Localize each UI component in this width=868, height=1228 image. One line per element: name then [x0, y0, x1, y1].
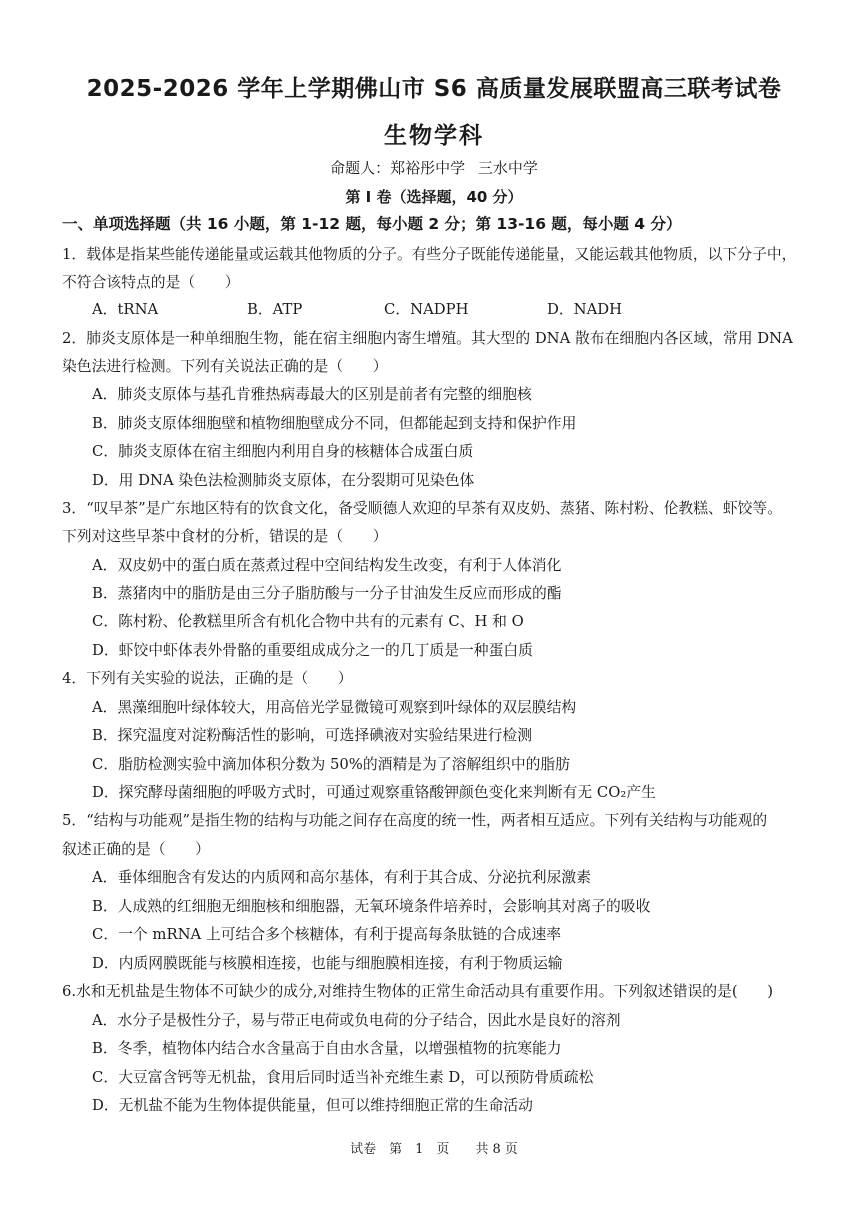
author-school-2: 三水中学: [477, 159, 538, 177]
q3-option-d: D．虾饺中虾体表外骨骼的重要组成成分之一的几丁质是一种蛋白质: [92, 642, 533, 659]
q6-stem-line-1: 6.水和无机盐是生物体不可缺少的成分,对维持生物体的正常生命活动具有重要作用。下列叙述错误的是( ): [62, 983, 774, 1000]
q5-option-b: B．人成熟的红细胞无细胞核和细胞器，无氧环境条件培养时，会影响其对离子的吸收: [92, 898, 651, 915]
subject-title: 生物学科: [384, 123, 484, 149]
q3-option-b: B．蒸猪肉中的脂肪是由三分子脂肪酸与一分子甘油发生反应而形成的酯: [92, 585, 562, 602]
q5-option-d: D．内质网膜既能与核膜相连接，也能与细胞膜相连接，有利于物质运输: [92, 955, 563, 972]
q1-stem-line-2: 不符合该特点的是（ ）: [62, 274, 240, 291]
exam-title: 2025-2026 学年上学期佛山市 S6 高质量发展联盟高三联考试卷: [86, 76, 782, 102]
q1-option-c: C．NADPH: [384, 301, 469, 318]
q3-stem-line-1: 3．“叹早茶”是广东地区特有的饮食文化，备受顺德人欢迎的早茶有双皮奶、蒸猪、陈村粉、伦教糕、虾饺等。: [62, 500, 783, 517]
part-heading: 第 I 卷（选择题，40 分）: [345, 188, 523, 206]
q6-option-d: D．无机盐不能为生物体提供能量，但可以维持细胞正常的生命活动: [92, 1097, 533, 1114]
q4-option-c: C．脂肪检测实验中滴加体积分数为 50%的酒精是为了溶解组织中的脂肪: [92, 756, 571, 773]
q1-option-b: B．ATP: [247, 301, 303, 318]
section-heading: 一、单项选择题（共 16 小题，第 1-12 题，每小题 2 分；第 13-16 题，每小题 4 分）: [62, 215, 682, 233]
q2-option-d: D．用 DNA 染色法检测肺炎支原体，在分裂期可见染色体: [92, 472, 475, 489]
authors-line: [0, 157, 868, 178]
q6-option-b: B．冬季，植物体内结合水含量高于自由水含量，以增强植物的抗寒能力: [92, 1040, 562, 1057]
q1-option-d: D．NADH: [547, 301, 623, 318]
q2-stem-line-2: 染色法进行检测。下列有关说法正确的是（ ）: [62, 358, 388, 375]
q6-option-c: C．大豆富含钙等无机盐，食用后同时适当补充维生素 D，可以预防骨质疏松: [92, 1069, 594, 1086]
q4-option-b: B．探究温度对淀粉酶活性的影响，可选择碘液对实验结果进行检测: [92, 727, 532, 744]
q4-option-a: A．黑藻细胞叶绿体较大，用高倍光学显微镜可观察到叶绿体的双层膜结构: [92, 699, 577, 716]
q1-option-a: A．tRNA: [92, 301, 159, 318]
author-school-1: 命题人：郑裕彤中学: [330, 159, 466, 177]
q2-stem-line-1: 2．肺炎支原体是一种单细胞生物，能在宿主细胞内寄生增殖。其大型的 DNA 散布在细胞内各区域，常用 DNA: [62, 330, 793, 347]
q2-option-b: B．肺炎支原体细胞壁和植物细胞壁成分不同，但都能起到支持和保护作用: [92, 415, 577, 432]
q3-stem-line-2: 下列对这些早茶中食材的分析，错误的是（ ）: [62, 528, 388, 545]
q3-option-c: C．陈村粉、伦教糕里所含有机化合物中共有的元素有 C、H 和 O: [92, 613, 524, 630]
q5-stem-line-2: 叙述正确的是（ ）: [62, 841, 210, 858]
page-footer: 试卷 第 1 页 共 8 页: [350, 1142, 518, 1157]
q1-stem-line-1: 1．载体是指某些能传递能量或运载其他物质的分子。有些分子既能传递能量，又能运载其他物质，以下分子中，: [62, 246, 797, 263]
q4-stem-line-1: 4．下列有关实验的说法，正确的是（ ）: [62, 670, 353, 687]
q2-option-a: A．肺炎支原体与基孔肯雅热病毒最大的区别是前者有完整的细胞核: [92, 386, 532, 403]
q4-option-d: D．探究酵母菌细胞的呼吸方式时，可通过观察重铬酸钾颜色变化来判断有无 CO₂产生: [92, 784, 656, 801]
q3-option-a: A．双皮奶中的蛋白质在蒸煮过程中空间结构发生改变，有利于人体消化: [92, 557, 562, 574]
q5-option-c: C．一个 mRNA 上可结合多个核糖体，有利于提高每条肽链的合成速率: [92, 926, 562, 943]
q2-option-c: C．肺炎支原体在宿主细胞内利用自身的核糖体合成蛋白质: [92, 443, 474, 460]
q5-stem-line-1: 5．“结构与功能观”是指生物的结构与功能之间存在高度的统一性，两者相互适应。下列有关结构与功能观的: [62, 812, 768, 829]
q5-option-a: A．垂体细胞含有发达的内质网和高尔基体，有利于其合成、分泌抗利尿激素: [92, 869, 591, 886]
q6-option-a: A．水分子是极性分子，易与带正电荷或负电荷的分子结合，因此水是良好的溶剂: [92, 1012, 621, 1029]
